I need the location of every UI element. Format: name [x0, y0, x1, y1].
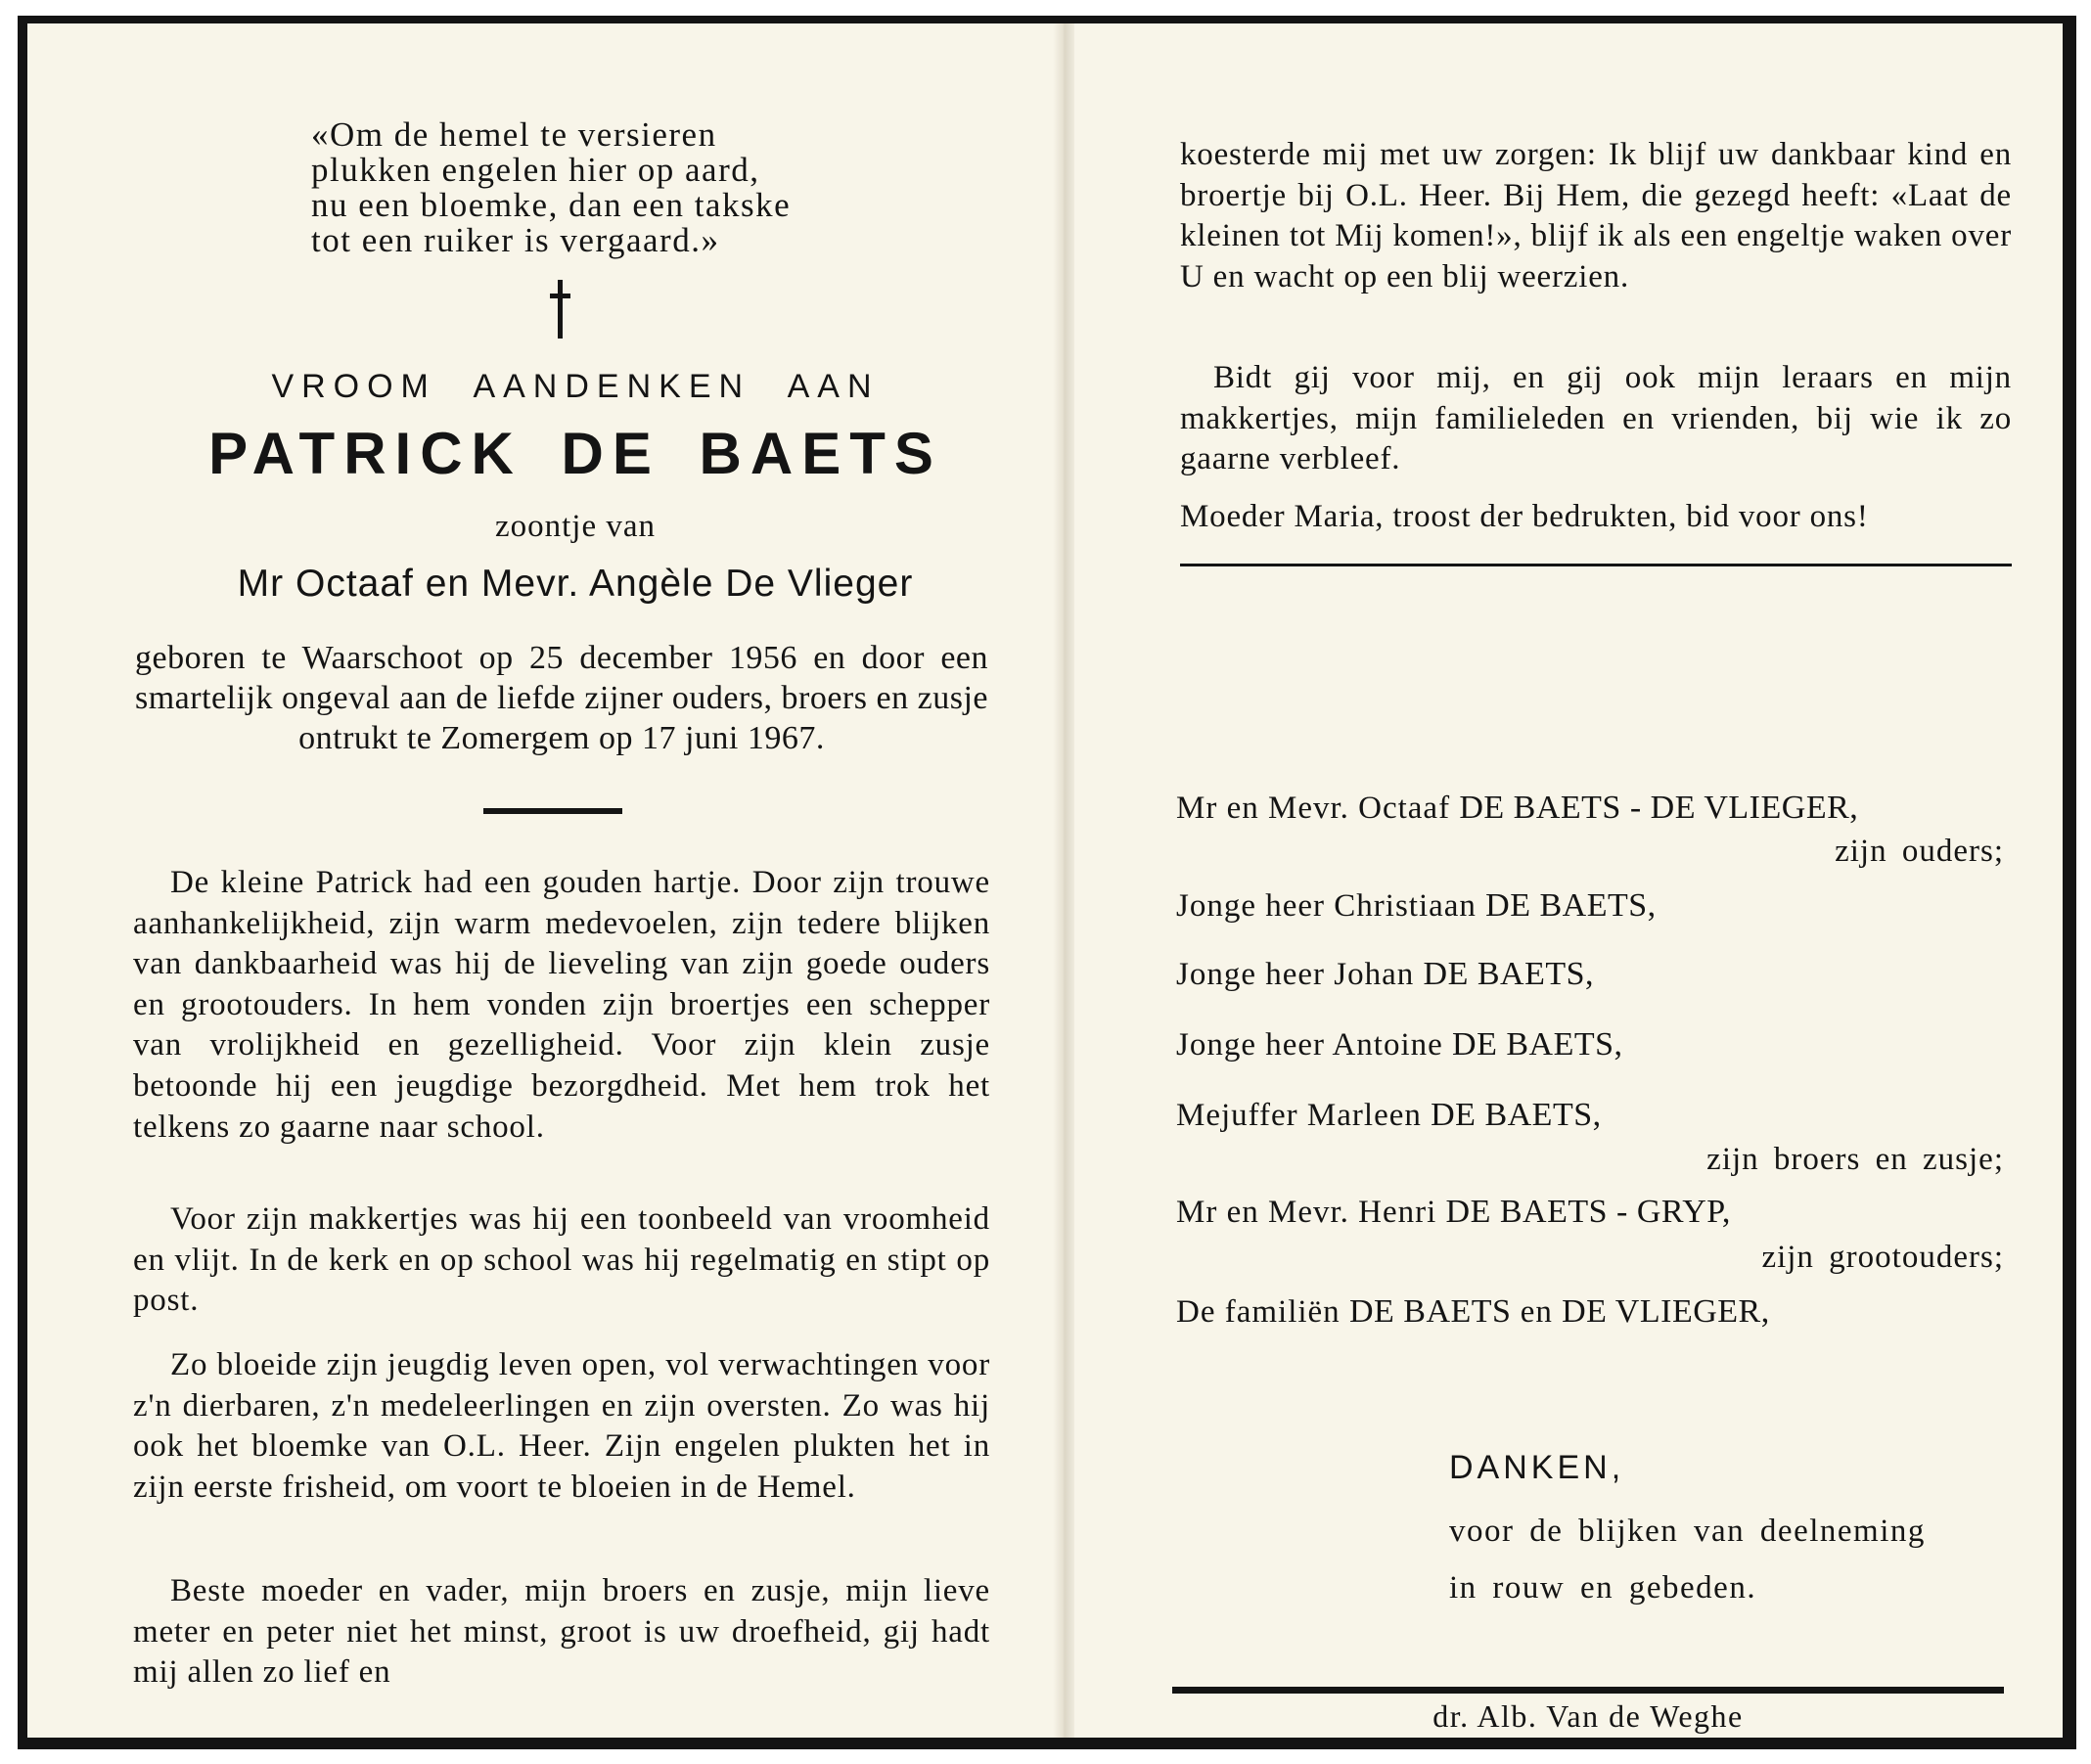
family-role: zijn broers en zusje; [1706, 1142, 2004, 1177]
opening-poem [311, 117, 918, 258]
poem-line: tot een ruiker is vergaard.» [311, 221, 720, 259]
family-surname: DE BAETS - DE VLIEGER, [1459, 790, 1859, 826]
memorial-heading: VROOM AANDENKEN AAN [271, 368, 880, 405]
family-name-prefix: Jonge heer Christiaan [1176, 888, 1486, 924]
family-surname: DE BAETS, [1452, 1026, 1623, 1063]
divider [483, 808, 622, 814]
paragraph: koesterde mij met uw zorgen: Ik blijf uw dankbaar kind en broertje bij O.L. Heer. Bij Hem, die gezegd heeft: «Laat de kleinen tot Mij komen!», blijf ik als een engeltje waken over U en wacht op een blij weerzien. [1180, 137, 2012, 294]
family-surname: DE BAETS [1348, 1293, 1512, 1330]
family-surname: DE BAETS, [1485, 887, 1657, 924]
poem-line: nu een bloemke, dan een takske [311, 186, 792, 224]
family-role: zijn grootouders; [1761, 1240, 2004, 1275]
family-name-prefix: Jonge heer Johan [1176, 957, 1424, 992]
family-surname: DE BAETS, [1423, 956, 1595, 992]
paragraph: Bidt gij voor mij, en gij ook mijn leraars en mijn makkertjes, mijn familieleden en vrienden, bij wie ik zo gaarne verbleef. [1180, 360, 2012, 477]
son-of-label: zoontje van [494, 509, 657, 544]
divider [1172, 1687, 2004, 1694]
family-name-prefix: Mejuffer Marleen [1176, 1098, 1432, 1133]
family-role: zijn ouders; [1835, 834, 2004, 869]
family-entry [1176, 956, 2014, 993]
thanks-title: DANKEN, [1449, 1449, 1625, 1486]
family-surname: DE VLIEGER, [1562, 1293, 1770, 1330]
deceased-name: PATRICK DE BAETS [208, 421, 942, 486]
family-entry [1176, 1293, 2014, 1331]
memorial-card [18, 16, 2076, 1749]
divider [1180, 564, 2012, 566]
family-name-prefix: Mr en Mevr. Henri [1176, 1195, 1446, 1230]
family-name-prefix: De familiën [1176, 1294, 1349, 1330]
printer-credit: dr. Alb. Van de Weghe [1432, 1698, 1744, 1734]
family-surname: DE BAETS, [1431, 1097, 1602, 1133]
thanks-line: voor de blijken van deelneming [1449, 1514, 1926, 1549]
poem-line: «Om de hemel te versieren [311, 115, 717, 154]
family-entry [1176, 1097, 2014, 1134]
thanks-line: in rouw en gebeden. [1449, 1570, 1757, 1606]
family-entry [1176, 790, 2014, 827]
parents-names: Mr Octaaf en Mevr. Angèle De Vlieger [237, 563, 914, 605]
right-page [1074, 23, 2063, 1738]
family-surname: DE BAETS - GRYP, [1445, 1194, 1731, 1230]
family-entry [1176, 887, 2014, 925]
birth-death-details: geboren te Waarschoot op 25 december 1956 en door een smartelijk ongeval aan de liefde zijner ouders, broers en zusje ontrukt te Zomergem op 17 juni 1967. [135, 640, 988, 756]
family-name-joiner: en [1511, 1294, 1563, 1330]
cross-icon [550, 280, 569, 339]
card-fold [1053, 23, 1074, 1738]
paragraph: Zo bloeide zijn jeugdig leven open, vol verwachtingen voor z'n dierbaren, z'n medeleerlingen en zijn oversten. Zo was hij ook het bloemke van O.L. Heer. Zijn engelen plukten het in zijn eerste frisheid, om voort te bloeien in de Hemel. [133, 1347, 990, 1505]
family-name-prefix: Jonge heer Antoine [1176, 1027, 1453, 1063]
paragraph: Voor zijn makkertjes was hij een toonbeeld van vroomheid en vlijt. In de kerk en op school was hij regelmatig en stipt op post. [133, 1201, 990, 1319]
prayer-line: Moeder Maria, troost der bedrukten, bid voor ons! [1180, 499, 1869, 534]
family-entry [1176, 1194, 2014, 1231]
poem-line: plukken engelen hier op aard, [311, 151, 760, 189]
paragraph: Beste moeder en vader, mijn broers en zusje, mijn lieve meter en peter niet het minst, groot is uw droefheid, gij hadt mij allen zo lief en [133, 1573, 990, 1691]
family-entry [1176, 1026, 2014, 1063]
left-page [27, 23, 1053, 1738]
paragraph: De kleine Patrick had een gouden hartje. Door zijn trouwe aanhankelijkheid, zijn warm medevoelen, zijn tedere blijken van dankbaarheid was hij de lieveling van zijn goede ouders en grootouders. In hem vonden zijn broertjes een schepper van vrolijkheid en gezelligheid. Voor zijn klein zusje betoonde hij een jeugdige bezorgdheid. Met hem trok het telkens zo gaarne naar school. [133, 865, 990, 1145]
family-name-prefix: Mr en Mevr. Octaaf [1176, 791, 1460, 826]
